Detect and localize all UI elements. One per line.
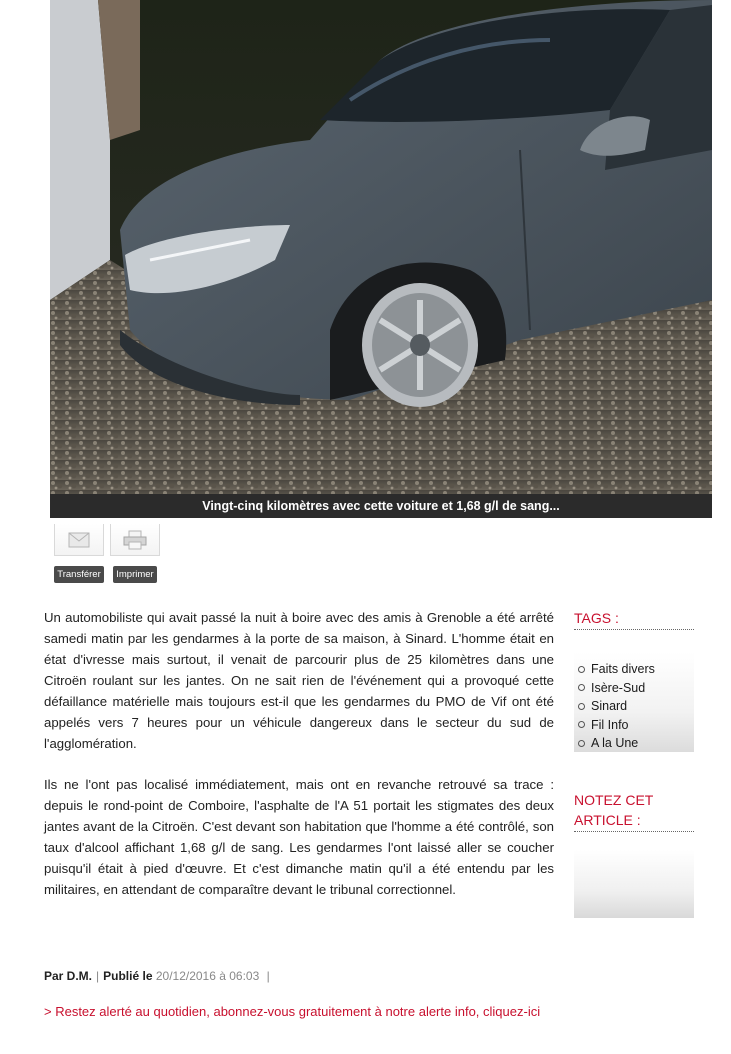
tag-link[interactable]: Isère-Sud (574, 679, 694, 698)
alert-subscribe-link[interactable]: > Restez alerté au quotidien, abonnez-vous gratuitement à notre alerte info, cliquez-ici (44, 1004, 541, 1019)
article-paragraph: Un automobiliste qui avait passé la nuit à boire avec des amis à Grenoble a été arrêté samedi matin par les gendarmes à la porte de sa maison, à Sinard. L'homme était en état d'ivresse mais surtout, il venait de parcourir plus de 25 kilomètres dans une Citroën roulant sur les jantes. On ne sait rien de l'événement qui a provoqué cette défaillance matérielle mais toujours est-il que les gendarmes du PMO de Vif ont été appelés vers 7 heures pour un véhicule dangereux dans le secteur du sud de l'agglomération. (44, 610, 554, 751)
author: Par D.M. (44, 969, 93, 983)
car-photo-image (50, 0, 712, 518)
rate-panel (574, 790, 694, 918)
printer-icon[interactable] (110, 524, 160, 556)
publish-date: 20/12/2016 à 06:03 (155, 969, 260, 983)
byline: Par D.M. | Publié le 20/12/2016 à 06:03 | (44, 969, 270, 983)
tags-panel (574, 608, 694, 752)
article-paragraph: Ils ne l'ont pas localisé immédiatement, mais ont en revanche retrouvé sa trace : depuis le rond-point de Comboire, l'asphalte de l'A 51 portait les stigmates des deux jantes avant de la Citroën. C'est devant son habitation que l'homme a été contrôlé, son taux d'alcool affichant 1,68 g/l de sang. Les gendarmes l'ont laissé aller se coucher puisqu'il était à pied d'œuvre. Et c'est dimanche matin qu'il a été entendu par les militaires, en attendant de comparaître devant le tribunal correctionnel. (44, 777, 554, 897)
tag-link[interactable]: Faits divers (574, 660, 694, 679)
envelope-icon[interactable] (54, 524, 104, 556)
tag-link[interactable]: Fil Info (574, 716, 694, 735)
article-photo (50, 0, 712, 518)
share-tools (54, 524, 160, 583)
bullet-icon (578, 684, 585, 691)
tags-list (574, 652, 694, 752)
published-label: Publié le (103, 969, 153, 983)
article-body (44, 607, 554, 920)
bullet-icon (578, 666, 585, 673)
tags-title: TAGS : (574, 608, 694, 630)
transfer-tool[interactable] (54, 524, 104, 583)
tag-link[interactable]: Sinard (574, 697, 694, 716)
print-button[interactable]: Imprimer (113, 566, 156, 583)
print-tool[interactable] (110, 524, 160, 583)
photo-caption: Vingt-cinq kilomètres avec cette voiture et 1,68 g/l de sang... (50, 494, 712, 518)
rating-widget[interactable] (574, 850, 694, 918)
bullet-icon (578, 721, 585, 728)
rate-title: NOTEZ CET ARTICLE : (574, 790, 694, 832)
bullet-icon (578, 703, 585, 710)
transfer-button[interactable]: Transférer (54, 566, 103, 583)
tag-link[interactable]: A la Une (574, 734, 694, 753)
bullet-icon (578, 740, 585, 747)
